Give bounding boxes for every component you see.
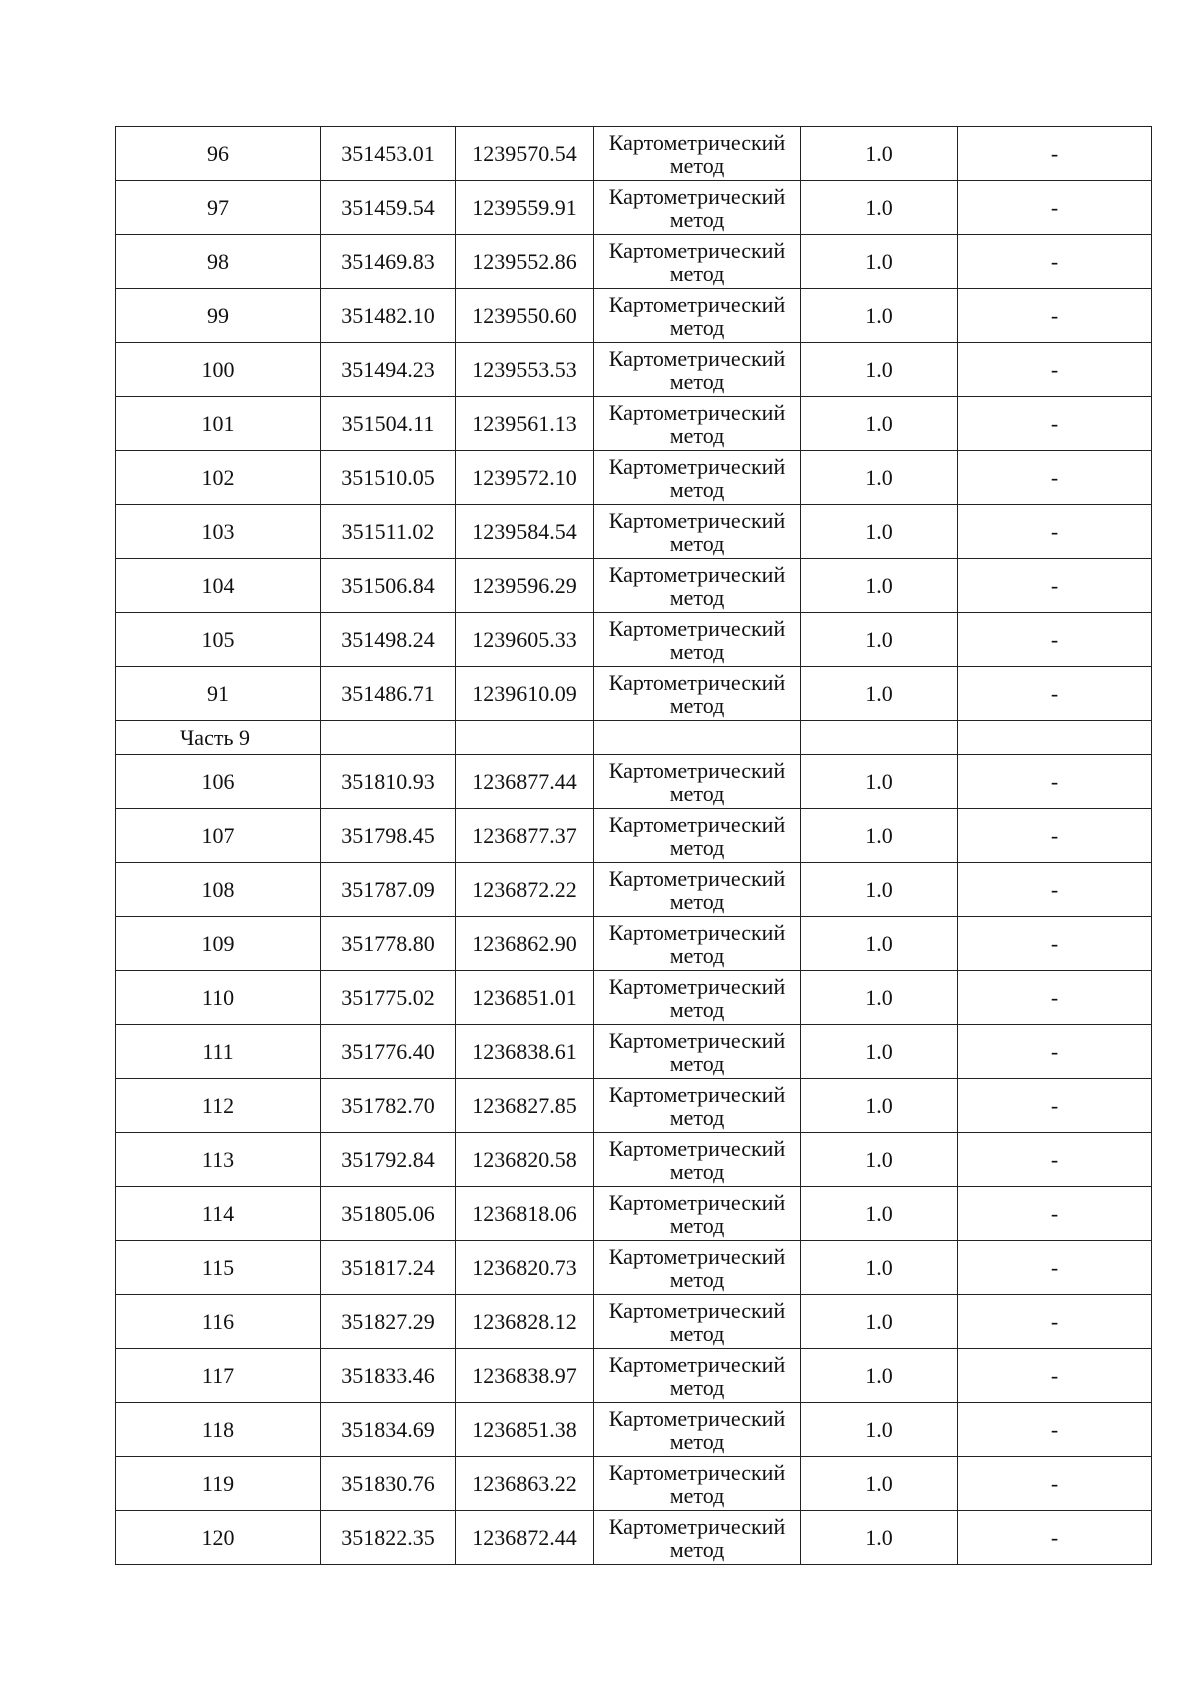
y-coordinate-cell: 1239605.33 xyxy=(456,613,594,667)
accuracy-cell: 1.0 xyxy=(801,1241,958,1295)
boundary-points-table xyxy=(115,126,1152,1565)
accuracy-cell: 1.0 xyxy=(801,1403,958,1457)
method-line-2: метод xyxy=(669,1212,725,1238)
point-number-cell: 91 xyxy=(116,667,321,721)
point-number-cell: 119 xyxy=(116,1457,321,1511)
note-cell: - xyxy=(958,667,1152,721)
method-cell xyxy=(594,917,801,971)
method-line-2: метод xyxy=(669,888,725,914)
note-cell: - xyxy=(958,1403,1152,1457)
accuracy-cell: 1.0 xyxy=(801,863,958,917)
x-coordinate-cell: 351453.01 xyxy=(321,127,456,181)
table-row xyxy=(116,127,1152,181)
note-cell: - xyxy=(958,127,1152,181)
accuracy-cell: 1.0 xyxy=(801,1187,958,1241)
y-coordinate-cell: 1236820.58 xyxy=(456,1133,594,1187)
note-cell: - xyxy=(958,1457,1152,1511)
y-coordinate-cell: 1239559.91 xyxy=(456,181,594,235)
method-cell xyxy=(594,127,801,181)
method-line-1: Картометрический xyxy=(608,973,786,999)
point-number-cell: 106 xyxy=(116,755,321,809)
point-number-cell: 108 xyxy=(116,863,321,917)
method-line-1: Картометрический xyxy=(608,1243,786,1269)
table-row xyxy=(116,1349,1152,1403)
method-cell xyxy=(594,343,801,397)
method-line-2: метод xyxy=(669,530,725,556)
accuracy-cell: 1.0 xyxy=(801,1025,958,1079)
x-coordinate-cell: 351776.40 xyxy=(321,1025,456,1079)
point-number-cell: 96 xyxy=(116,127,321,181)
table-row xyxy=(116,1025,1152,1079)
point-number-cell: 101 xyxy=(116,397,321,451)
method-cell xyxy=(594,1511,801,1565)
method-line-2: метод xyxy=(669,1536,725,1562)
table-row xyxy=(116,451,1152,505)
method-cell xyxy=(594,1295,801,1349)
accuracy-cell: 1.0 xyxy=(801,1133,958,1187)
method-line-1: Картометрический xyxy=(608,1351,786,1377)
method-line-1: Картометрический xyxy=(608,757,786,783)
accuracy-cell: 1.0 xyxy=(801,809,958,863)
method-line-2: метод xyxy=(669,1266,725,1292)
y-coordinate-cell: 1236863.22 xyxy=(456,1457,594,1511)
method-line-2: метод xyxy=(669,1428,725,1454)
method-line-2: метод xyxy=(669,638,725,664)
method-line-1: Картометрический xyxy=(608,507,786,533)
x-coordinate-cell: 351822.35 xyxy=(321,1511,456,1565)
method-line-2: метод xyxy=(669,260,725,286)
method-cell xyxy=(594,667,801,721)
note-cell: - xyxy=(958,343,1152,397)
note-cell: - xyxy=(958,1349,1152,1403)
method-line-1: Картометрический xyxy=(608,1459,786,1485)
method-cell xyxy=(594,505,801,559)
empty-cell xyxy=(958,721,1152,755)
method-cell xyxy=(594,451,801,505)
point-number-cell: 116 xyxy=(116,1295,321,1349)
method-cell xyxy=(594,181,801,235)
table-row xyxy=(116,613,1152,667)
point-number-cell: 107 xyxy=(116,809,321,863)
accuracy-cell: 1.0 xyxy=(801,235,958,289)
table-row xyxy=(116,559,1152,613)
method-line-2: метод xyxy=(669,692,725,718)
table-row xyxy=(116,1403,1152,1457)
method-line-1: Картометрический xyxy=(608,1189,786,1215)
point-number-cell: 103 xyxy=(116,505,321,559)
point-number-cell: 104 xyxy=(116,559,321,613)
method-line-2: метод xyxy=(669,476,725,502)
x-coordinate-cell: 351498.24 xyxy=(321,613,456,667)
x-coordinate-cell: 351810.93 xyxy=(321,755,456,809)
x-coordinate-cell: 351511.02 xyxy=(321,505,456,559)
method-line-1: Картометрический xyxy=(608,183,786,209)
method-line-2: метод xyxy=(669,1104,725,1130)
note-cell: - xyxy=(958,1079,1152,1133)
y-coordinate-cell: 1236828.12 xyxy=(456,1295,594,1349)
y-coordinate-cell: 1236838.97 xyxy=(456,1349,594,1403)
accuracy-cell: 1.0 xyxy=(801,1511,958,1565)
method-line-1: Картометрический xyxy=(608,811,786,837)
method-cell xyxy=(594,971,801,1025)
method-line-2: метод xyxy=(669,942,725,968)
point-number-cell: 97 xyxy=(116,181,321,235)
method-line-1: Картометрический xyxy=(608,453,786,479)
accuracy-cell: 1.0 xyxy=(801,181,958,235)
x-coordinate-cell: 351506.84 xyxy=(321,559,456,613)
x-coordinate-cell: 351469.83 xyxy=(321,235,456,289)
method-line-1: Картометрический xyxy=(608,865,786,891)
x-coordinate-cell: 351459.54 xyxy=(321,181,456,235)
note-cell: - xyxy=(958,1025,1152,1079)
table-row xyxy=(116,235,1152,289)
method-line-1: Картометрический xyxy=(608,615,786,641)
method-cell xyxy=(594,1079,801,1133)
note-cell: - xyxy=(958,613,1152,667)
method-line-1: Картометрический xyxy=(608,1513,786,1539)
accuracy-cell: 1.0 xyxy=(801,1295,958,1349)
point-number-cell: 109 xyxy=(116,917,321,971)
method-line-2: метод xyxy=(669,368,725,394)
method-line-1: Картометрический xyxy=(608,291,786,317)
table-row xyxy=(116,1295,1152,1349)
accuracy-cell: 1.0 xyxy=(801,127,958,181)
table-row xyxy=(116,863,1152,917)
method-line-2: метод xyxy=(669,206,725,232)
method-line-1: Картометрический xyxy=(608,1297,786,1323)
y-coordinate-cell: 1236872.22 xyxy=(456,863,594,917)
method-line-1: Картометрический xyxy=(608,345,786,371)
accuracy-cell: 1.0 xyxy=(801,1457,958,1511)
table-row xyxy=(116,917,1152,971)
point-number-cell: 115 xyxy=(116,1241,321,1295)
note-cell: - xyxy=(958,809,1152,863)
x-coordinate-cell: 351833.46 xyxy=(321,1349,456,1403)
method-cell xyxy=(594,1403,801,1457)
note-cell: - xyxy=(958,505,1152,559)
accuracy-cell: 1.0 xyxy=(801,289,958,343)
method-cell xyxy=(594,235,801,289)
note-cell: - xyxy=(958,1241,1152,1295)
note-cell: - xyxy=(958,1133,1152,1187)
y-coordinate-cell: 1239552.86 xyxy=(456,235,594,289)
y-coordinate-cell: 1236820.73 xyxy=(456,1241,594,1295)
method-line-2: метод xyxy=(669,834,725,860)
point-number-cell: 117 xyxy=(116,1349,321,1403)
x-coordinate-cell: 351510.05 xyxy=(321,451,456,505)
empty-cell xyxy=(594,721,801,755)
y-coordinate-cell: 1239596.29 xyxy=(456,559,594,613)
table-row xyxy=(116,971,1152,1025)
y-coordinate-cell: 1239553.53 xyxy=(456,343,594,397)
note-cell: - xyxy=(958,863,1152,917)
table-row xyxy=(116,1457,1152,1511)
y-coordinate-cell: 1236877.37 xyxy=(456,809,594,863)
table-row xyxy=(116,1133,1152,1187)
note-cell: - xyxy=(958,559,1152,613)
point-number-cell: 105 xyxy=(116,613,321,667)
y-coordinate-cell: 1236862.90 xyxy=(456,917,594,971)
x-coordinate-cell: 351830.76 xyxy=(321,1457,456,1511)
method-line-2: метод xyxy=(669,1320,725,1346)
method-line-1: Картометрический xyxy=(608,1405,786,1431)
y-coordinate-cell: 1236851.38 xyxy=(456,1403,594,1457)
note-cell: - xyxy=(958,235,1152,289)
x-coordinate-cell: 351787.09 xyxy=(321,863,456,917)
method-cell xyxy=(594,1133,801,1187)
table-row xyxy=(116,667,1152,721)
method-line-1: Картометрический xyxy=(608,1027,786,1053)
accuracy-cell: 1.0 xyxy=(801,397,958,451)
table-row xyxy=(116,1187,1152,1241)
y-coordinate-cell: 1236872.44 xyxy=(456,1511,594,1565)
point-number-cell: 112 xyxy=(116,1079,321,1133)
point-number-cell: 99 xyxy=(116,289,321,343)
method-line-2: метод xyxy=(669,1158,725,1184)
table-row xyxy=(116,397,1152,451)
method-line-1: Картометрический xyxy=(608,237,786,263)
point-number-cell: 111 xyxy=(116,1025,321,1079)
method-line-1: Картометрический xyxy=(608,561,786,587)
y-coordinate-cell: 1236877.44 xyxy=(456,755,594,809)
part-label: Часть 9 xyxy=(116,721,321,755)
table-row xyxy=(116,343,1152,397)
accuracy-cell: 1.0 xyxy=(801,451,958,505)
x-coordinate-cell: 351827.29 xyxy=(321,1295,456,1349)
method-cell xyxy=(594,1025,801,1079)
table-row xyxy=(116,505,1152,559)
point-number-cell: 113 xyxy=(116,1133,321,1187)
method-line-2: метод xyxy=(669,1050,725,1076)
method-line-1: Картометрический xyxy=(608,129,786,155)
table-row xyxy=(116,181,1152,235)
y-coordinate-cell: 1236851.01 xyxy=(456,971,594,1025)
note-cell: - xyxy=(958,1511,1152,1565)
table-row xyxy=(116,1241,1152,1295)
method-line-2: метод xyxy=(669,780,725,806)
accuracy-cell: 1.0 xyxy=(801,971,958,1025)
method-line-2: метод xyxy=(669,584,725,610)
note-cell: - xyxy=(958,1187,1152,1241)
method-cell xyxy=(594,809,801,863)
empty-cell xyxy=(801,721,958,755)
note-cell: - xyxy=(958,181,1152,235)
point-number-cell: 98 xyxy=(116,235,321,289)
method-cell xyxy=(594,755,801,809)
table-row xyxy=(116,1511,1152,1565)
method-cell xyxy=(594,613,801,667)
table-row xyxy=(116,289,1152,343)
x-coordinate-cell: 351782.70 xyxy=(321,1079,456,1133)
method-cell xyxy=(594,1349,801,1403)
method-cell xyxy=(594,1457,801,1511)
x-coordinate-cell: 351778.80 xyxy=(321,917,456,971)
point-number-cell: 114 xyxy=(116,1187,321,1241)
y-coordinate-cell: 1236827.85 xyxy=(456,1079,594,1133)
method-line-2: метод xyxy=(669,314,725,340)
note-cell: - xyxy=(958,451,1152,505)
accuracy-cell: 1.0 xyxy=(801,559,958,613)
x-coordinate-cell: 351817.24 xyxy=(321,1241,456,1295)
note-cell: - xyxy=(958,289,1152,343)
note-cell: - xyxy=(958,1295,1152,1349)
point-number-cell: 118 xyxy=(116,1403,321,1457)
point-number-cell: 100 xyxy=(116,343,321,397)
method-line-1: Картометрический xyxy=(608,1135,786,1161)
method-cell xyxy=(594,289,801,343)
point-number-cell: 102 xyxy=(116,451,321,505)
accuracy-cell: 1.0 xyxy=(801,1079,958,1133)
method-cell xyxy=(594,1187,801,1241)
method-cell xyxy=(594,397,801,451)
empty-cell xyxy=(456,721,594,755)
x-coordinate-cell: 351494.23 xyxy=(321,343,456,397)
note-cell: - xyxy=(958,397,1152,451)
method-line-1: Картометрический xyxy=(608,919,786,945)
accuracy-cell: 1.0 xyxy=(801,1349,958,1403)
method-line-2: метод xyxy=(669,152,725,178)
note-cell: - xyxy=(958,917,1152,971)
y-coordinate-cell: 1236838.61 xyxy=(456,1025,594,1079)
method-line-2: метод xyxy=(669,996,725,1022)
empty-cell xyxy=(321,721,456,755)
x-coordinate-cell: 351805.06 xyxy=(321,1187,456,1241)
y-coordinate-cell: 1236818.06 xyxy=(456,1187,594,1241)
x-coordinate-cell: 351486.71 xyxy=(321,667,456,721)
method-line-1: Картометрический xyxy=(608,399,786,425)
accuracy-cell: 1.0 xyxy=(801,917,958,971)
note-cell: - xyxy=(958,755,1152,809)
x-coordinate-cell: 351482.10 xyxy=(321,289,456,343)
y-coordinate-cell: 1239572.10 xyxy=(456,451,594,505)
x-coordinate-cell: 351792.84 xyxy=(321,1133,456,1187)
part-header-row xyxy=(116,721,1152,755)
y-coordinate-cell: 1239561.13 xyxy=(456,397,594,451)
method-line-2: метод xyxy=(669,422,725,448)
accuracy-cell: 1.0 xyxy=(801,505,958,559)
accuracy-cell: 1.0 xyxy=(801,755,958,809)
note-cell: - xyxy=(958,971,1152,1025)
point-number-cell: 120 xyxy=(116,1511,321,1565)
x-coordinate-cell: 351775.02 xyxy=(321,971,456,1025)
table-row xyxy=(116,755,1152,809)
table-body xyxy=(116,127,1152,1565)
method-cell xyxy=(594,559,801,613)
method-cell xyxy=(594,1241,801,1295)
method-line-1: Картометрический xyxy=(608,669,786,695)
method-line-1: Картометрический xyxy=(608,1081,786,1107)
method-cell xyxy=(594,863,801,917)
y-coordinate-cell: 1239584.54 xyxy=(456,505,594,559)
y-coordinate-cell: 1239610.09 xyxy=(456,667,594,721)
method-line-2: метод xyxy=(669,1482,725,1508)
point-number-cell: 110 xyxy=(116,971,321,1025)
y-coordinate-cell: 1239550.60 xyxy=(456,289,594,343)
accuracy-cell: 1.0 xyxy=(801,667,958,721)
accuracy-cell: 1.0 xyxy=(801,613,958,667)
x-coordinate-cell: 351504.11 xyxy=(321,397,456,451)
method-line-2: метод xyxy=(669,1374,725,1400)
x-coordinate-cell: 351798.45 xyxy=(321,809,456,863)
table-row xyxy=(116,1079,1152,1133)
accuracy-cell: 1.0 xyxy=(801,343,958,397)
x-coordinate-cell: 351834.69 xyxy=(321,1403,456,1457)
y-coordinate-cell: 1239570.54 xyxy=(456,127,594,181)
table-row xyxy=(116,809,1152,863)
